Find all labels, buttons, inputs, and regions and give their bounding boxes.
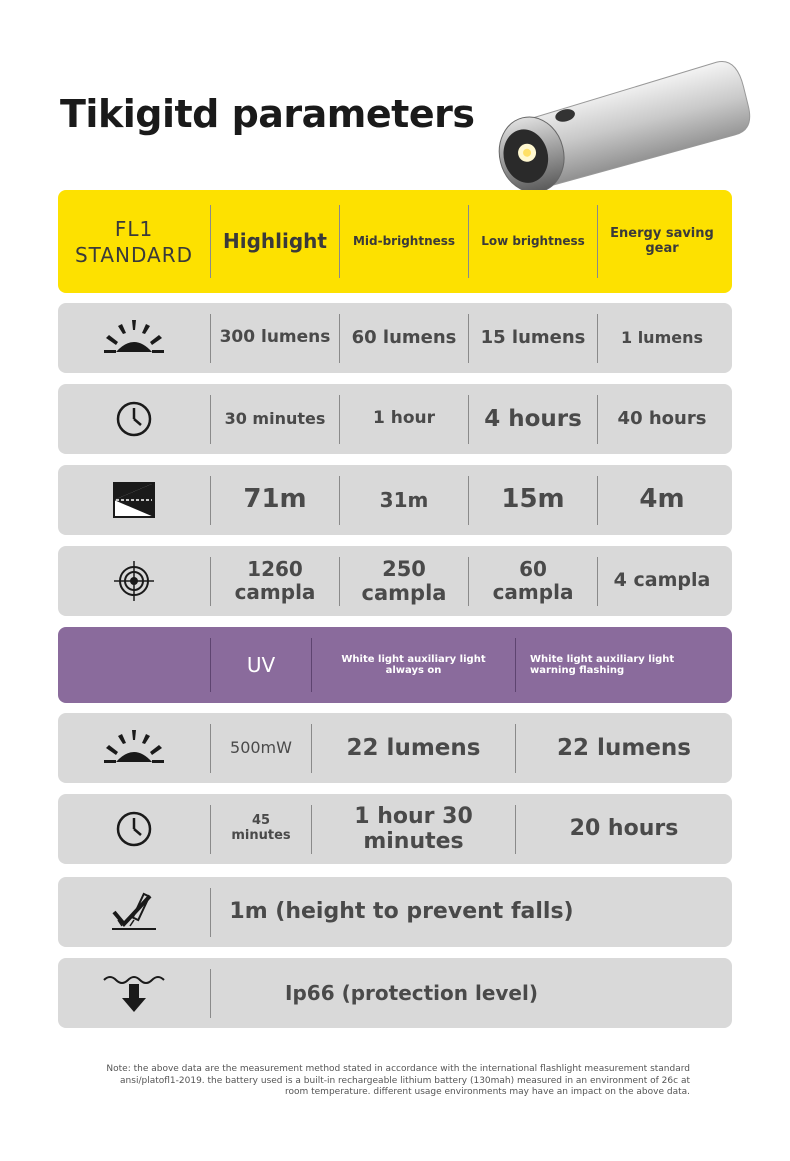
- impact-resistance-icon: [110, 892, 158, 932]
- runtime-low: 4 hours: [484, 405, 582, 432]
- icon-cell: [58, 713, 210, 783]
- uv-label: UV: [246, 652, 276, 677]
- lumens-highlight: 300 lumens: [219, 327, 331, 348]
- uv-runtime-warning: 20 hours: [569, 816, 679, 842]
- intensity-row: [58, 546, 732, 616]
- flashlight-product-image: [460, 60, 760, 200]
- footnote-line: ansi/platofl1-2019. the battery used is a built-in rechargeable lithium battery (130mah) measured in an environment of 26c at: [120, 1075, 690, 1086]
- intensity-mid: 250 campla: [361, 556, 447, 605]
- mode-highlight: Highlight: [223, 229, 327, 253]
- brightness-icon: [102, 728, 166, 768]
- footnote-line: room temperature. different usage environments may have an impact on the above data.: [284, 1087, 690, 1098]
- waterproof-icon: [102, 972, 166, 1014]
- uv-power-row: [58, 713, 732, 783]
- intensity-low: 60 campla: [492, 557, 574, 604]
- waterproof-row: [58, 958, 732, 1028]
- mode-low-brightness: Low brightness: [481, 233, 585, 248]
- impact-value: 1m (height to prevent falls): [229, 899, 574, 925]
- runtime-highlight: 30 minutes: [224, 408, 326, 428]
- intensity-energy: 4 campla: [613, 569, 711, 592]
- model-name: FL1: [114, 216, 154, 241]
- model-label: [58, 190, 210, 293]
- distance-highlight: 71m: [243, 484, 307, 515]
- clock-icon: [115, 810, 153, 848]
- mode-mid-brightness: Mid-brightness: [352, 233, 456, 248]
- uv-power-always-on: 22 lumens: [346, 734, 481, 761]
- runtime-mid: 1 hour: [372, 408, 435, 429]
- page-title: Tikigitd parameters: [60, 92, 475, 136]
- beam-distance-icon: [112, 481, 156, 519]
- uv-mode-always-on: White light auxiliary light always on: [341, 653, 486, 676]
- icon-cell: [58, 303, 210, 373]
- icon-cell: [58, 794, 210, 864]
- distance-energy: 4m: [639, 484, 685, 515]
- lumens-low: 15 lumens: [480, 326, 586, 348]
- uv-icon-cell: [58, 627, 210, 703]
- uv-power-warning: 22 lumens: [557, 734, 691, 761]
- icon-cell: [58, 384, 210, 454]
- clock-icon: [115, 400, 153, 438]
- distance-low: 15m: [501, 484, 565, 515]
- footnote: [60, 1064, 690, 1099]
- impact-row: [58, 877, 732, 947]
- uv-power-value: 500mW: [230, 737, 292, 757]
- distance-row: [58, 465, 732, 535]
- intensity-highlight: 1260 campla: [234, 557, 316, 604]
- footnote-line: Note: the above data are the measurement method stated in accordance with the international flashlight measurement standard: [106, 1064, 690, 1074]
- lumens-row: [58, 303, 732, 373]
- lumens-mid: 60 lumens: [351, 326, 457, 348]
- icon-cell: [58, 877, 210, 947]
- icon-cell: [58, 546, 210, 616]
- model-edition: STANDARD: [74, 242, 194, 267]
- lumens-energy: 1 lumens: [620, 327, 703, 347]
- icon-cell: [58, 958, 210, 1028]
- mode-energy-saving: Energy saving gear: [610, 225, 714, 256]
- runtime-energy: 40 hours: [617, 407, 707, 429]
- uv-runtime-value: 45 minutes: [231, 813, 291, 843]
- distance-mid: 31m: [379, 487, 429, 512]
- brightness-icon: [102, 318, 166, 358]
- target-icon: [114, 561, 154, 601]
- uv-runtime-row: [58, 794, 732, 864]
- header-row: [58, 190, 732, 293]
- icon-cell: [58, 465, 210, 535]
- runtime-row: [58, 384, 732, 454]
- waterproof-value: Ip66 (protection level): [285, 980, 538, 1005]
- uv-runtime-always-on: 1 hour 30 minutes: [354, 803, 473, 854]
- uv-mode-warning-flash: White light auxiliary light warning flashing: [530, 653, 675, 676]
- uv-header-row: [58, 627, 732, 703]
